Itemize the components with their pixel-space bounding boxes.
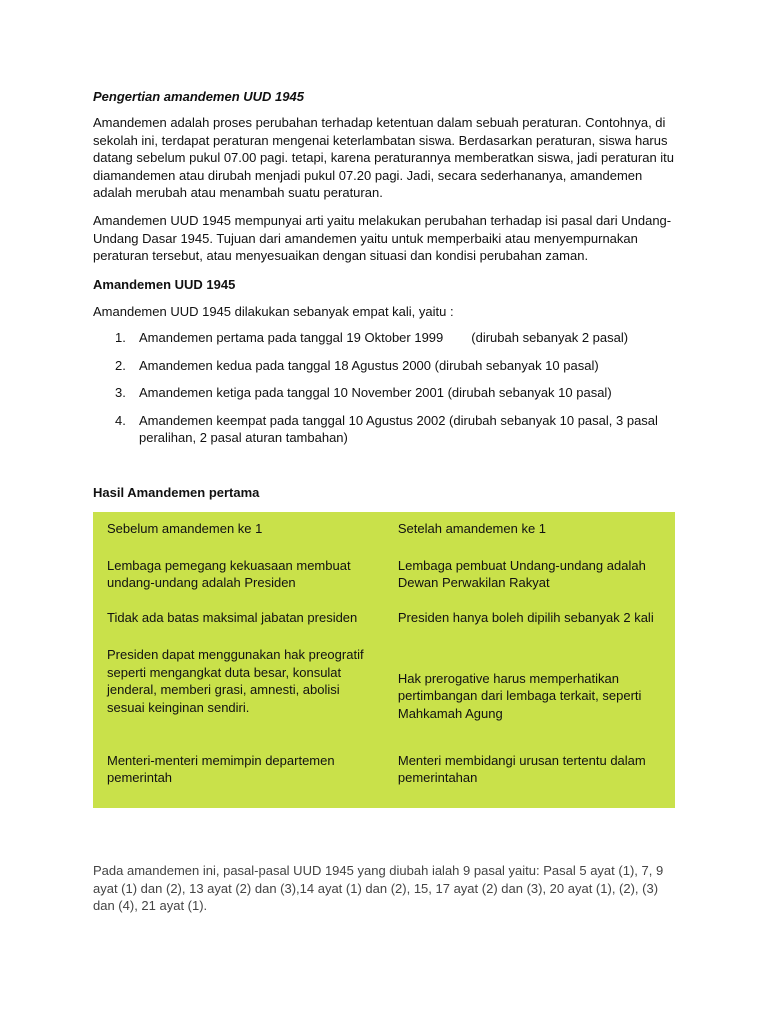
table-cell: Menteri membidangi urusan tertentu dalam pemerintahan xyxy=(397,752,646,785)
table-cell: Tidak ada batas maksimal jabatan presiden xyxy=(107,609,358,625)
section-heading-amandemen: Amandemen UUD 1945 xyxy=(93,277,236,292)
table-row xyxy=(93,730,675,808)
list-item xyxy=(93,329,675,347)
table-header-row xyxy=(93,512,675,545)
list-item-number: 1. xyxy=(115,330,126,345)
table-cell: Hak prerogative harus memperhatikan pertimbangan dari lembaga terkait, seperti Mahkamah Agung xyxy=(397,670,642,721)
table-cell: Presiden hanya boleh dipilih sebanyak 2 kali xyxy=(397,609,654,625)
comparison-table xyxy=(93,512,675,808)
list-item-number: 3. xyxy=(115,385,126,400)
paragraph-meaning: Amandemen UUD 1945 mempunyai arti yaitu melakukan perubahan terhadap isi pasal dari Undang-Undang Dasar 1945. Tujuan dari amandemen yaitu untuk memperbaiki atau menyempurnakan peraturan tersebut, atau menyesuaikan dengan situasi dan kondisi perubahan zaman. xyxy=(93,213,672,263)
table-cell: Presiden dapat menggunakan hak preogratif seperti mengangkat duta besar, konsulat jenderal, memberi grasi, amnesti, abolisi sesuai keinginan sendiri. xyxy=(107,647,364,715)
list-item-number: 2. xyxy=(115,357,126,373)
table-row xyxy=(93,545,675,603)
amendment-list xyxy=(93,329,675,457)
table-row xyxy=(93,603,675,632)
list-item-number: 4. xyxy=(115,412,126,428)
list-item-text: Amandemen pertama pada tanggal 19 Oktober 1999 xyxy=(139,330,444,345)
paragraph-intro: Amandemen UUD 1945 dilakukan sebanyak empat kali, yaitu : xyxy=(93,304,454,319)
list-item-text: Amandemen keempat pada tanggal 10 Agustus 2002 (dirubah sebanyak 10 pasal, 3 pasal peralihan, 2 pasal aturan tambahan) xyxy=(139,412,658,445)
list-item xyxy=(93,412,675,447)
paragraph-definition: Amandemen adalah proses perubahan terhadap ketentuan dalam sebuah peraturan. Contohnya, di sekolah ini, terdapat peraturan mengenai keterlambatan siswa. Berdasarkan peraturan, siswa harus datang sebelum pukul 07.00 pagi. tetapi, karena peraturannya memberatkan siswa, jadi peraturan itu diamandemen atau dirubah menjadi pukul 07.20 pagi. Jadi, secara sederhananya, amandemen adalah merubah atau menambah suatu peraturan. xyxy=(93,115,675,200)
amendment-note: Pada amandemen ini, pasal-pasal UUD 1945 yang diubah ialah 9 pasal yaitu: Pasal 5 ayat (1), 7, 9 ayat (1) dan (2), 13 ayat (2) dan (3),14 ayat (1) dan (2), 15, 17 ayat (2) dan (3), 20 ayat (1), (2), (3) dan (4), 21 ayat (1). xyxy=(93,863,664,913)
list-item xyxy=(93,384,675,402)
table-header-after: Setelah amandemen ke 1 xyxy=(397,520,547,536)
list-item-text: Amandemen ketiga pada tanggal 10 November 2001 (dirubah sebanyak 10 pasal) xyxy=(139,385,612,400)
list-item xyxy=(93,357,675,375)
section-heading-hasil: Hasil Amandemen pertama xyxy=(93,485,260,500)
table-row xyxy=(93,632,675,730)
table-cell: Lembaga pembuat Undang-undang adalah Dewan Perwakilan Rakyat xyxy=(397,557,646,590)
table-cell: Lembaga pemegang kekuasaan membuat undang-undang adalah Presiden xyxy=(107,557,351,590)
list-item-note: (dirubah sebanyak 2 pasal) xyxy=(471,330,629,345)
table-cell: Menteri-menteri memimpin departemen pemerintah xyxy=(107,752,335,785)
table-header-before: Sebelum amandemen ke 1 xyxy=(107,520,263,536)
list-item-text: Amandemen kedua pada tanggal 18 Agustus 2000 (dirubah sebanyak 10 pasal) xyxy=(139,357,599,373)
document-title: Pengertian amandemen UUD 1945 xyxy=(93,89,304,104)
